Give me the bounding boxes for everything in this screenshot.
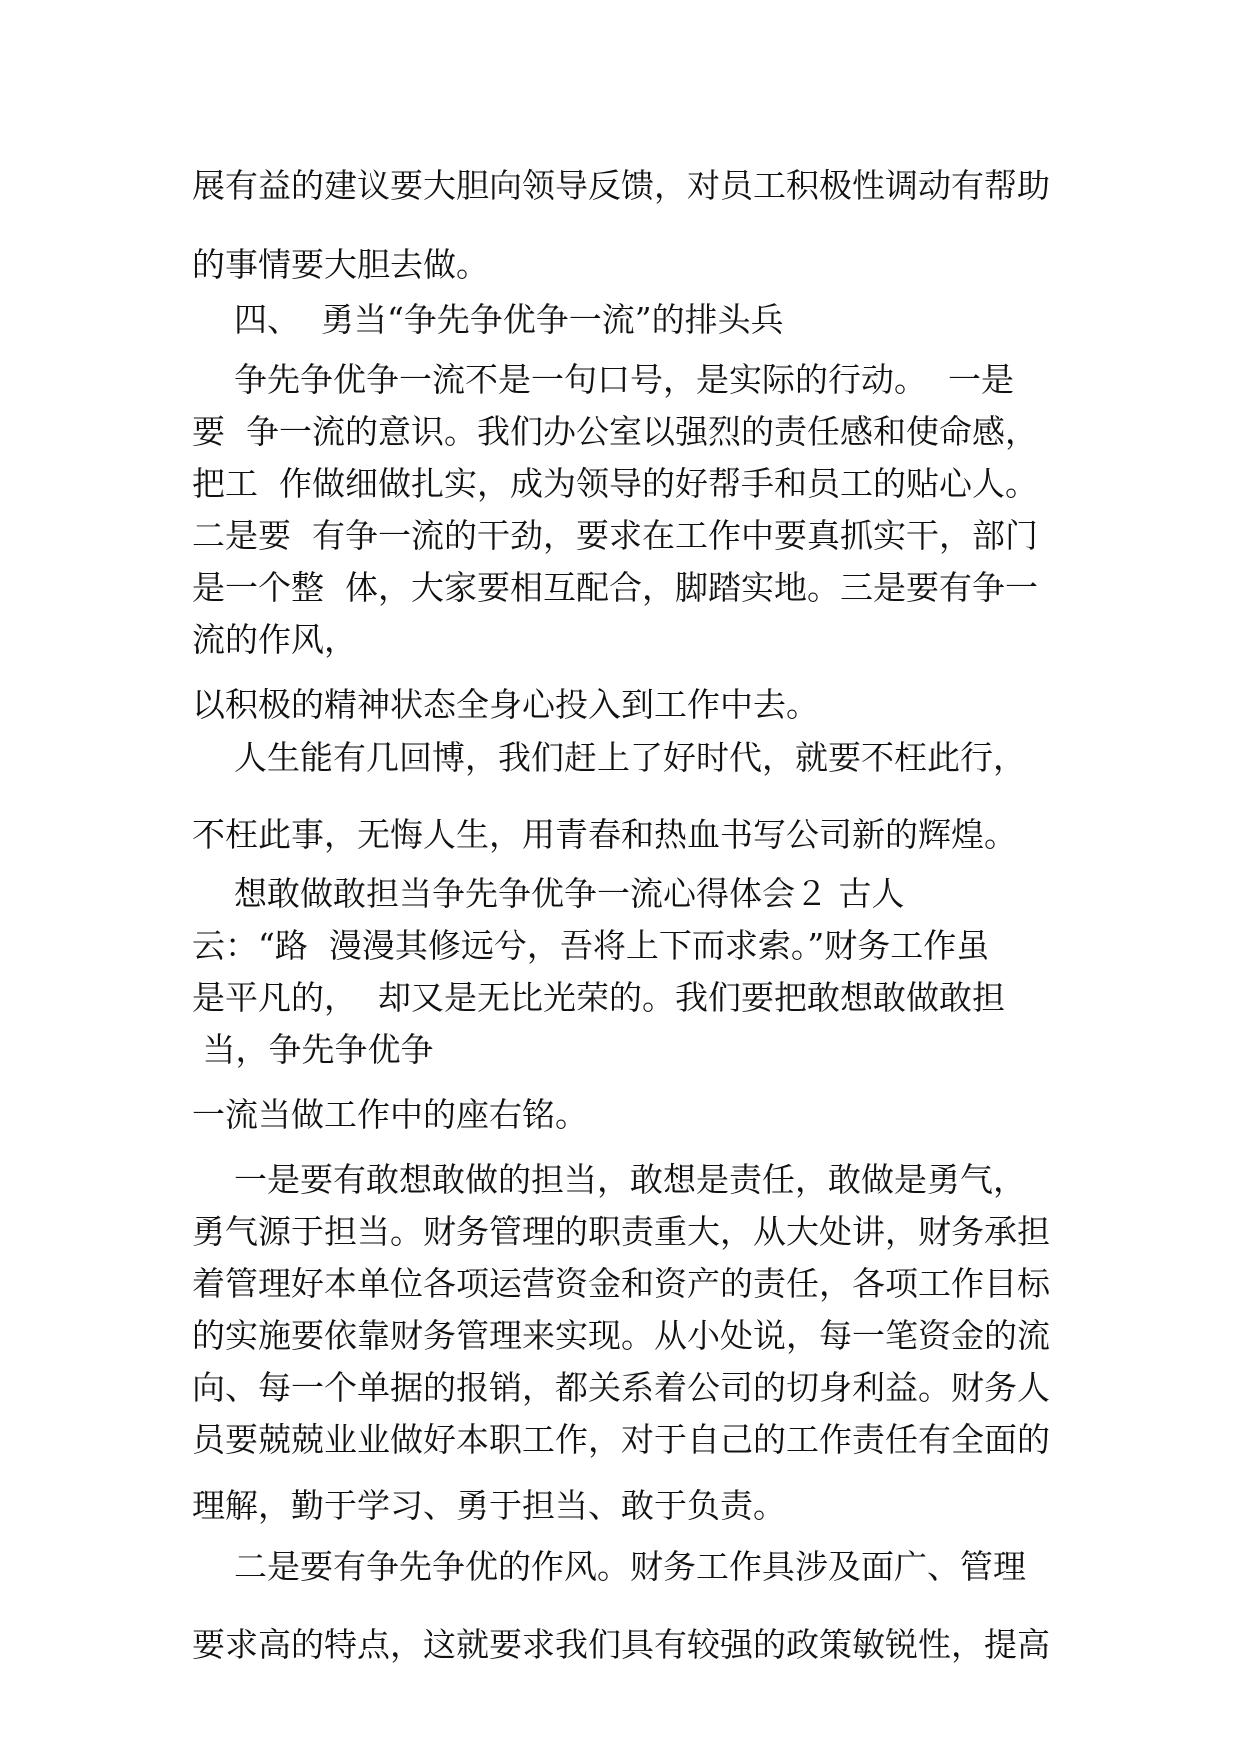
text-line: 的事情要大胆去做。 — [192, 245, 489, 284]
text-line: 二是要有争先争优的作风。财务工作具涉及面广、管理 — [192, 1547, 1026, 1586]
text-line: 要求高的特点，这就要求我们具有较强的政策敏锐性，提高 — [192, 1625, 1050, 1664]
text-line: 员要兢兢业业做好本职工作，对于自己的工作责任有全面的 — [192, 1420, 1050, 1459]
text-line: 二是要 有争一流的干劲，要求在工作中要真抓实干，部门 — [192, 516, 1038, 555]
text-line: 一流当做工作中的座右铭。 — [192, 1095, 588, 1134]
text-line: 以积极的精神状态全身心投入到工作中去。 — [192, 685, 819, 724]
text-line: 想敢做敢担当争先争优争一流心得体会２ 古人 — [192, 874, 905, 913]
text-line: 展有益的建议要大胆向领导反馈，对员工积极性调动有帮助 — [192, 166, 1050, 205]
text-line: 人生能有几回博，我们赶上了好时代，就要不枉此行， — [192, 738, 1026, 777]
section-heading: 四、 勇当“争先争优争一流”的排头兵 — [192, 300, 784, 339]
text-line: 争先争优争一流不是一句口号，是实际的行动。 一是 — [192, 360, 1014, 399]
text-line: 向、每一个单据的报销，都关系着公司的切身利益。财务人 — [192, 1368, 1050, 1407]
text-line: 的实施要依靠财务管理来实现。从小处说，每一笔资金的流 — [192, 1316, 1050, 1355]
text-line: 勇气源于担当。财务管理的职责重大，从大处讲，财务承担 — [192, 1212, 1050, 1251]
text-line: 不枉此事，无悔人生，用青春和热血书写公司新的辉煌。 — [192, 815, 1017, 854]
text-line: 云：“路 漫漫其修远兮，吾将上下而求索。”财务工作虽 — [192, 926, 990, 965]
text-line: 是平凡的， 却又是无比光荣的。我们要把敢想敢做敢担 — [192, 978, 1005, 1017]
text-line: 着管理好本单位各项运营资金和资产的责任，各项工作目标 — [192, 1264, 1050, 1303]
text-line: 流的作风， — [192, 620, 357, 659]
text-line: 理解，勤于学习、勇于担当、敢于负责。 — [192, 1486, 786, 1525]
text-line: 把工 作做细做扎实，成为领导的好帮手和员工的贴心人。 — [192, 464, 1038, 503]
text-line: 要 争一流的意识。我们办公室以强烈的责任感和使命感， — [192, 412, 1038, 451]
text-line: 是一个整 体，大家要相互配合，脚踏实地。三是要有争一 — [192, 568, 1038, 607]
text-line: 一是要有敢想敢做的担当，敢想是责任，敢做是勇气， — [192, 1160, 1026, 1199]
text-line: 当，争先争优争 — [192, 1030, 434, 1069]
